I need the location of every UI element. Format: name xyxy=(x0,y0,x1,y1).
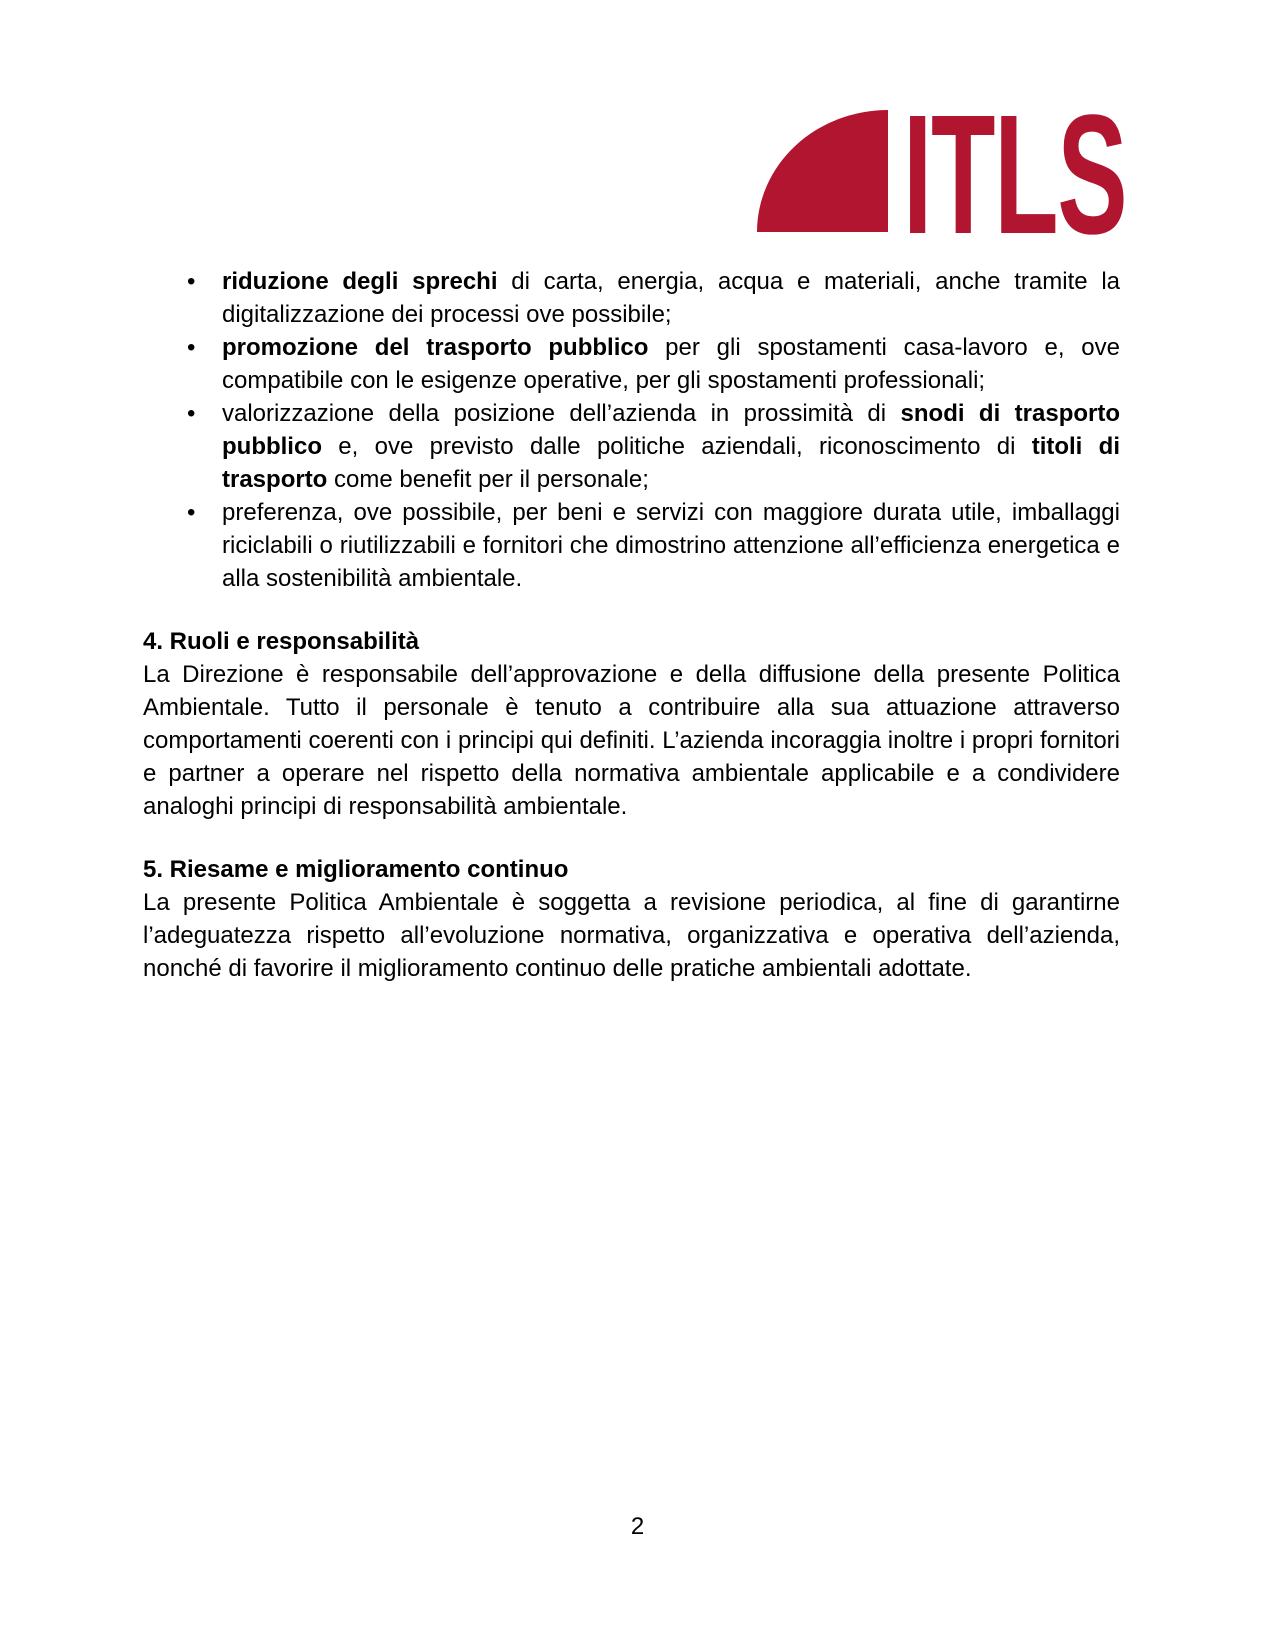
list-item xyxy=(143,331,1120,397)
bullet-icon: • xyxy=(187,268,196,295)
logo-wordmark: ITLS xyxy=(903,79,1127,270)
section-review xyxy=(143,853,1120,985)
list-item-text: valorizzazione della posizione dell’azienda in prossimità di snodi di trasporto pubblico e, ove previsto dalle politiche aziendali, riconoscimento di titoli di trasporto come benefit per il personale; xyxy=(222,400,1121,493)
section-heading: 5. Riesame e miglioramento continuo xyxy=(143,856,569,883)
bullet-list xyxy=(143,265,1120,595)
bullet-icon: • xyxy=(187,499,196,526)
section-roles xyxy=(143,625,1120,823)
document-body xyxy=(143,265,1120,985)
list-item xyxy=(143,265,1120,331)
section-paragraph: La presente Politica Ambientale è soggetta a revisione periodica, al fine di garantirne l’adeguatezza rispetto all’evoluzione normativa, organizzativa e operativa dell’azienda, nonché di favorire il miglioramento continuo delle pratiche ambientali adottate. xyxy=(143,889,1120,982)
list-item-text: promozione del trasporto pubblico per gli spostamenti casa-lavoro e, ove compatibile con le esigenze operative, per gli spostamenti professionali; xyxy=(222,334,1120,394)
bullet-icon: • xyxy=(187,334,196,361)
section-heading: 4. Ruoli e responsabilità xyxy=(143,628,420,655)
section-paragraph: La Direzione è responsabile dell’approvazione e della diffusione della presente Politica Ambientale. Tutto il personale è tenuto a contribuire alla sua attuazione attraverso comportamenti coerenti con i principi qui definiti. L’azienda incoraggia inoltre i propri fornitori e partner a operare nel rispetto della normativa ambientale applicabile e a condividere analoghi principi di responsabilità ambientale. xyxy=(143,661,1120,820)
itls-logo xyxy=(757,79,1263,270)
page-number: 2 xyxy=(630,1513,645,1540)
list-item xyxy=(143,496,1120,595)
list-item-text: riduzione degli sprechi di carta, energia, acqua e materiali, anche tramite la digitalizzazione dei processi ove possibile; xyxy=(222,268,1120,328)
bullet-icon: • xyxy=(187,400,196,427)
list-item-text: preferenza, ove possibile, per beni e servizi con maggiore durata utile, imballaggi riciclabili o riutilizzabili e fornitori che dimostrino attenzione all’efficienza energetica e alla sostenibilità ambientale. xyxy=(222,499,1120,592)
list-item xyxy=(143,397,1120,496)
logo-quarter-circle-icon xyxy=(757,110,888,232)
